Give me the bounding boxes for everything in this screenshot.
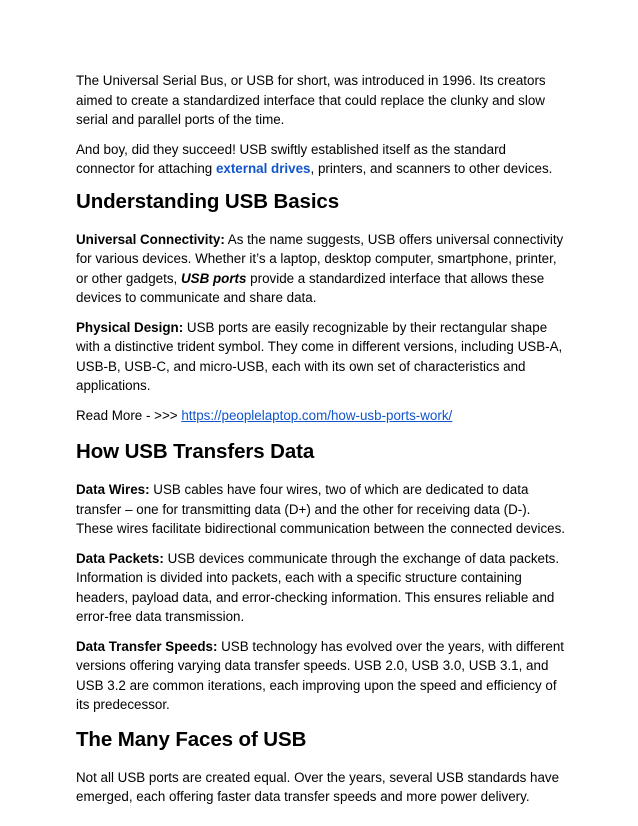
intro-paragraph-1: The Universal Serial Bus, or USB for short, was introduced in 1996. Its creators aimed to create a standardized interface that could replace the clunky and slow serial and parallel ports of the time. xyxy=(76,73,546,127)
text-data-transfer-speeds: USB technology has evolved over the years, with different versions offering varying data transfer speeds. USB 2.0, USB 3.0, USB 3.1, and USB 3.2 are common iterations, each improving upon the speed and efficiency of its predecessor. xyxy=(76,638,565,712)
text-physical-design: USB ports are easily recognizable by their rectangular shape with a distinctive trident symbol. They come in different versions, including USB-A, USB-B, USB-C, and micro-USB, each with its own set of characteristics and applications. xyxy=(76,319,563,393)
intro-paragraph-2-text-before: And boy, did they succeed! USB swiftly established itself as the standard connector for attaching xyxy=(76,141,506,176)
heading-how-usb-transfers-data: How USB Transfers Data xyxy=(76,440,315,463)
emphasis-usb-ports: USB ports xyxy=(180,270,247,286)
intro-paragraph-2 xyxy=(76,140,566,179)
label-data-transfer-speeds: Data Transfer Speeds: xyxy=(76,638,218,654)
paragraph-data-wires xyxy=(76,480,566,539)
heading-understanding-usb-basics: Understanding USB Basics xyxy=(76,189,340,213)
external-drives-link[interactable]: external drives xyxy=(215,161,311,176)
document-page xyxy=(76,71,566,817)
text-data-wires: USB cables have four wires, two of which are dedicated to data transfer – one for transmitting data (D+) and the other for receiving data (D-). These wires facilitate bidirectional communication between the connected devices. xyxy=(76,482,566,536)
paragraph-universal-connectivity xyxy=(76,230,566,308)
label-data-wires: Data Wires: xyxy=(76,482,150,497)
heading-many-faces-of-usb: The Many Faces of USB xyxy=(76,727,307,751)
text-universal-connectivity-2: provide a standardized interface that allows these devices to communicate and share data. xyxy=(76,270,545,305)
paragraph-physical-design xyxy=(76,318,566,396)
read-more-line xyxy=(76,406,566,426)
label-data-packets: Data Packets: xyxy=(76,550,164,566)
text-data-packets: USB devices communicate through the exchange of data packets. Information is divided into packets, each with a specific structure containing headers, payload data, and error-checking information. This ensures reliable and error-free data transmission. xyxy=(76,550,560,624)
paragraph-many-faces: Not all USB ports are created equal. Over the years, several USB standards have emerged, each offering faster data transfer speeds and more power delivery. xyxy=(76,769,560,804)
paragraph-data-transfer-speeds xyxy=(76,637,566,715)
read-more-prefix: Read More - >>> xyxy=(76,407,182,423)
paragraph-data-packets xyxy=(76,549,566,627)
read-more-link[interactable]: https://peoplelaptop.com/how-usb-ports-work/ xyxy=(181,407,453,423)
label-physical-design: Physical Design: xyxy=(76,319,184,335)
text-universal-connectivity-1: As the name suggests, USB offers universal connectivity for various devices. Whether it’s a laptop, desktop computer, smartphone, printer, or other gadgets, xyxy=(76,231,564,286)
label-universal-connectivity: Universal Connectivity: xyxy=(76,231,225,247)
intro-paragraph-2-text-after: , printers, and scanners to other devices. xyxy=(310,161,553,176)
